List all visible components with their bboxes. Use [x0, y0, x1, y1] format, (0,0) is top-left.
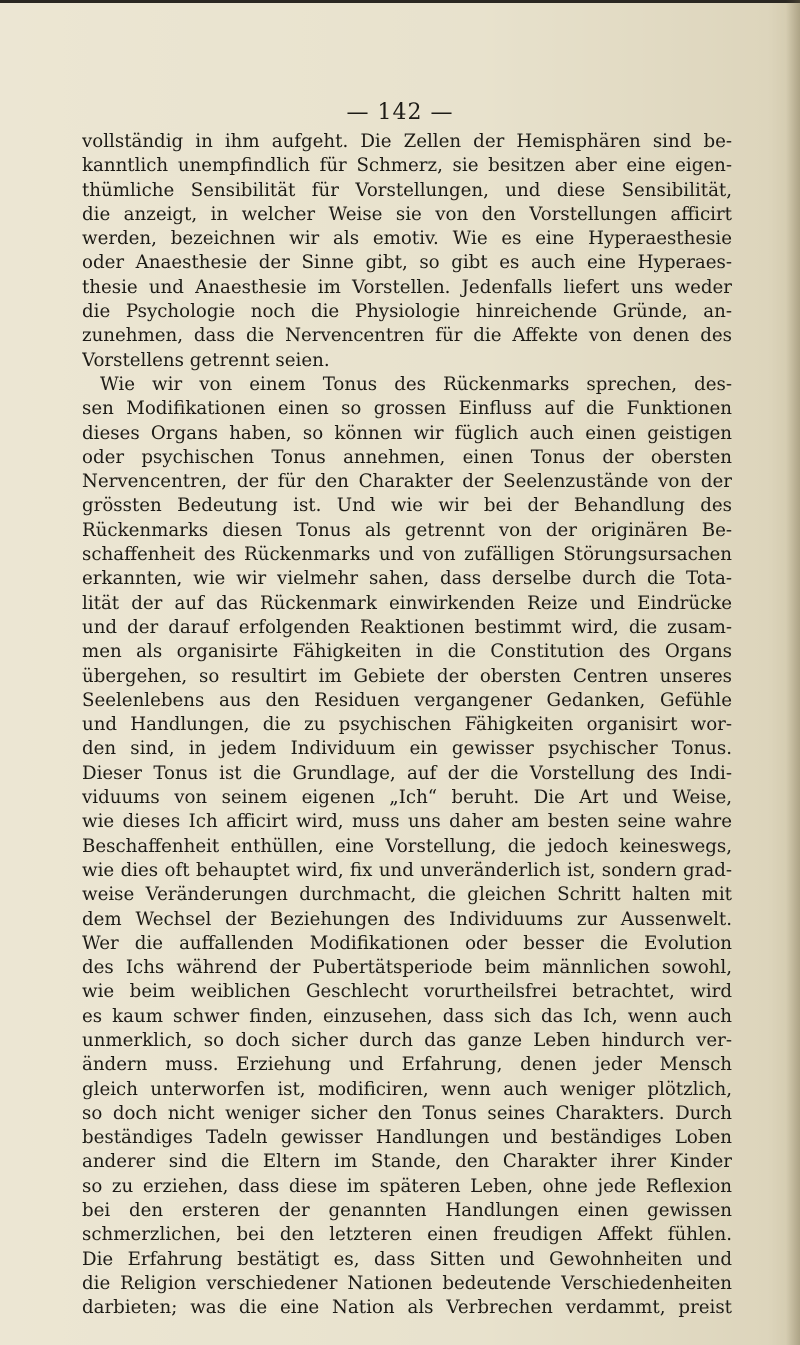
text-line: wie beim weiblichen Geschlecht vorurtheilsfrei betrachtet, wird: [82, 981, 732, 1003]
text-line: darbieten; was die eine Nation als Verbrechen verdammt, preist: [82, 1297, 732, 1319]
text-line: oder psychischen Tonus annehmen, einen Tonus der obersten: [82, 446, 732, 468]
text-line: Rückenmarks diesen Tonus als getrennt von der originären Be-: [82, 519, 732, 541]
text-line: so doch nicht weniger sicher den Tonus seines Charakters. Durch: [82, 1102, 732, 1124]
text-line: Beschaffenheit enthüllen, eine Vorstellung, die jedoch keineswegs,: [82, 835, 732, 857]
text-line: Die Erfahrung bestätigt es, dass Sitten und Gewohnheiten und: [82, 1248, 732, 1270]
text-line: vollständig in ihm aufgeht. Die Zellen der Hemisphären sind be-: [82, 131, 732, 152]
text-line: die Religion verschiedener Nationen bedeutende Verschiedenheiten: [82, 1272, 732, 1294]
text-line: die Psychologie noch die Physiologie hinreichende Gründe, an-: [82, 301, 732, 323]
text-line: gleich unterworfen ist, modificiren, wenn auch weniger plötzlich,: [82, 1078, 732, 1100]
text-line: dem Wechsel der Beziehungen des Individuums zur Aussenwelt.: [82, 908, 732, 930]
text-line: men als organisirte Fähigkeiten in die Constitution des Organs: [82, 641, 732, 663]
text-line: dieses Organs haben, so können wir füglich auch einen geistigen: [82, 422, 732, 444]
text-line: werden, bezeichnen wir als emotiv. Wie es eine Hyperaesthesie: [82, 228, 732, 250]
text-line: erkannten, wie wir vielmehr sahen, dass derselbe durch die Tota-: [82, 568, 732, 590]
text-line: es kaum schwer finden, einzusehen, dass sich das Ich, wenn auch: [82, 1005, 732, 1027]
text-line: schaffenheit des Rückenmarks und von zufälligen Störungsursachen: [82, 544, 732, 566]
paragraph: [82, 373, 732, 1321]
text-line: des Ichs während der Pubertätsperiode beim männlichen sowohl,: [82, 957, 732, 979]
text-line: sen Modifikationen einen so grossen Einfluss auf die Funktionen: [82, 398, 732, 420]
text-line: so zu erziehen, dass diese im späteren Leben, ohne jede Reflexion: [82, 1175, 732, 1197]
text-line: Vorstellens getrennt seien.: [82, 349, 330, 371]
text-line: grössten Bedeutung ist. Und wie wir bei der Behandlung des: [82, 495, 732, 517]
page-edge-shadow: [786, 0, 800, 1345]
text-line: bei den ersteren der genannten Handlungen einen gewissen: [82, 1200, 732, 1222]
text-line: zunehmen, dass die Nervencentren für die Affekte von denen des: [82, 325, 732, 347]
paragraph: [82, 130, 732, 373]
page-number: — 142 —: [346, 100, 454, 125]
text-line: übergehen, so resultirt im Gebiete der obersten Centren unseres: [82, 665, 732, 687]
text-line: beständiges Tadeln gewisser Handlungen und beständiges Loben: [82, 1127, 732, 1149]
text-line: schmerzlichen, bei den letzteren einen freudigen Affekt fühlen.: [82, 1224, 732, 1246]
text-line: kanntlich unempfindlich für Schmerz, sie besitzen aber eine eigen-: [82, 155, 732, 177]
text-line: weise Veränderungen durchmacht, die gleichen Schritt halten mit: [82, 884, 732, 906]
text-line: oder Anaesthesie der Sinne gibt, so gibt es auch eine Hyperaes-: [82, 252, 732, 274]
text-line: die anzeigt, in welcher Weise sie von den Vorstellungen afficirt: [82, 203, 732, 225]
text-line: viduums von seinem eigenen „Ich“ beruht. Die Art und Weise,: [82, 787, 732, 809]
text-line: wie dies oft behauptet wird, fix und unveränderlich ist, sondern grad-: [82, 859, 732, 881]
body-text: [82, 130, 732, 1321]
text-line: und der darauf erfolgenden Reaktionen bestimmt wird, die zusam-: [82, 616, 732, 638]
page-top-border: [0, 0, 800, 3]
text-line: anderer sind die Eltern im Stande, den Charakter ihrer Kinder: [82, 1151, 732, 1173]
text-line: thümliche Sensibilität für Vorstellungen, und diese Sensibilität,: [82, 179, 732, 201]
text-line: ändern muss. Erziehung und Erfahrung, denen jeder Mensch: [82, 1054, 732, 1076]
text-line: Seelenlebens aus den Residuen vergangener Gedanken, Gefühle: [82, 689, 732, 711]
text-line: lität der auf das Rückenmark einwirkenden Reize und Eindrücke: [82, 592, 732, 614]
text-line: Nervencentren, der für den Charakter der Seelenzustände von der: [82, 471, 732, 493]
text-line: thesie und Anaesthesie im Vorstellen. Jedenfalls liefert uns weder: [82, 276, 732, 298]
text-line: und Handlungen, die zu psychischen Fähigkeiten organisirt wor-: [82, 714, 732, 736]
text-line: Wie wir von einem Tonus des Rückenmarks sprechen, des-: [100, 373, 732, 395]
text-line: Dieser Tonus ist die Grundlage, auf der die Vorstellung des Indi-: [82, 762, 732, 784]
text-line: wie dieses Ich afficirt wird, muss uns daher am besten seine wahre: [82, 811, 732, 833]
text-line: unmerklich, so doch sicher durch das ganze Leben hindurch ver-: [82, 1029, 732, 1051]
text-line: Wer die auffallenden Modifikationen oder besser die Evolution: [82, 932, 732, 954]
text-line: den sind, in jedem Individuum ein gewisser psychischer Tonus.: [82, 738, 732, 760]
